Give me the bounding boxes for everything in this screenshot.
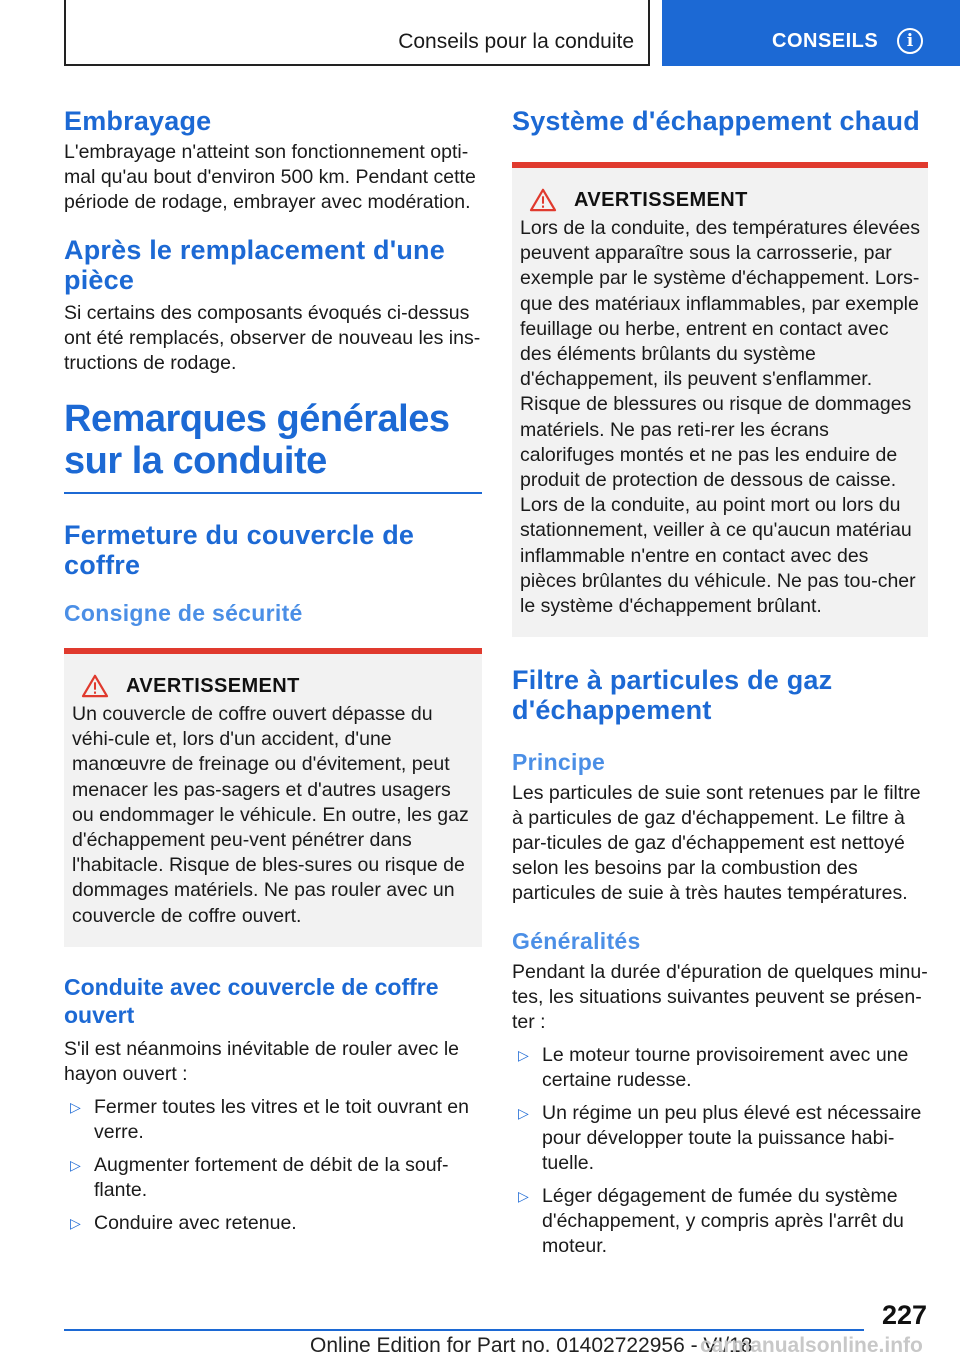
list-item [512,1184,928,1259]
list-item [512,1101,928,1176]
list-item-text: Conduire avec retenue. [94,1211,297,1234]
triangle-bullet-icon: ▷ [518,1188,529,1205]
warning-triangle-icon [528,188,558,212]
watermark: carmanualsonline.info [700,1334,923,1357]
list-item-text: Léger dégagement de fumée du système d'échappement, y compris après l'arrêt du moteur. [542,1185,904,1258]
consigne-title: Consigne de sécurité [64,600,303,626]
list-item-text: Un régime un peu plus élevé est nécessaire pour développer toute la puissance habi-tuelle. [542,1102,922,1175]
coffre-warning-body: Un couvercle de coffre ouvert dépasse du véhi-cule et, lors d'un accident, d'une manœuvre de freinage ou d'évitement, peut menacer les pas-sagers et d'autres usagers ou endommager le véhicule. En outre, les gaz d'échappement peu-vent pénétrer dans l'habitacle. Risque de bles-sures ou risque de dommages matériels. Ne pas rouler avec un couvercle de coffre ouvert. [72,703,469,927]
conduite-ouvert-intro: S'il est néanmoins inévitable de rouler avec le hayon ouvert : [64,1037,460,1085]
triangle-bullet-icon: ▷ [70,1156,81,1173]
remplacement-body: Si certains des composants évoqués ci-dessus ont été remplacés, observer de nouveau les ins-tructions de rodage. [64,302,481,374]
triangle-bullet-icon: ▷ [70,1098,81,1115]
embrayage-body: L'embrayage n'atteint son fonctionnement opti-mal qu'au bout d'environ 500 km. Pendant cette période de rodage, embrayer avec modération. [64,141,476,213]
echappement-warning-body: Lors de la conduite, des températures élevées peuvent apparaître sous la carrosserie, par exemple par le système d'échappement. Lors-que des matériaux inflammables, par exemple feuillage ou herbe, entrent en contact avec des éléments brûlants du système d'échappement, ils peuvent s'enflammer. Risque de blessures ou risque de dommages matériels. Ne pas reti-rer les écrans calorifuges montés et ne pas les enduire de produit de protection de dessous de caisse. Lors de la conduite, au point mort ou lors du stationnement, veiller à ce qu'aucun matériau inflammable n'entre en contact avec des pièces brûlantes du véhicule. Ne pas tou-cher le système d'échappement brûlant. [520,217,920,618]
page-number: 227 [882,1300,928,1330]
info-icon[interactable]: i [897,28,923,54]
remarques-title: Remarques générales sur la conduite [64,398,450,482]
list-item [64,1211,482,1236]
echappement-warning-title: AVERTISSEMENT [574,188,748,211]
footer-rule [64,1329,864,1331]
triangle-bullet-icon: ▷ [518,1047,529,1064]
coffre-title: Fermeture du couvercle de coffre [64,520,415,580]
header-chapter-title: CONSEILS [772,30,879,52]
principe-body: Les particules de suie sont retenues par le filtre à particules de gaz d'échappement. Le filtre à par-ticules de gaz d'échappement est nettoyé selon les besoins par la combustion des particules de suie à très hautes températures. [512,782,921,905]
echappement-title: Système d'échappement chaud [512,106,920,136]
list-item [512,1043,928,1093]
list-item [64,1153,482,1203]
header-section-title: Conseils pour la conduite [398,30,634,53]
coffre-warning-box [64,648,482,947]
remplacement-title: Après le remplacement d'une pièce [64,235,445,295]
footer-edition: Online Edition for Part no. 01402722956 - VI/18 [310,1334,753,1357]
triangle-bullet-icon: ▷ [518,1105,529,1122]
principe-title: Principe [512,749,606,776]
remarques-rule [64,492,482,494]
triangle-bullet-icon: ▷ [70,1214,81,1231]
header-section-box [64,0,650,66]
list-item-text: Fermer toutes les vitres et le toit ouvrant en verre. [94,1095,469,1143]
echappement-warning-box [512,162,928,637]
warning-triangle-icon [80,674,110,698]
left-column [64,100,482,1236]
filtre-title: Filtre à particules de gaz d'échappement [512,665,833,726]
conduite-ouvert-title: Conduite avec couvercle de coffre ouvert [64,973,439,1028]
list-item-text: Le moteur tourne provisoirement avec une certaine rudesse. [542,1044,909,1092]
right-column [512,100,928,1259]
list-item [64,1095,482,1145]
embrayage-title: Embrayage [64,106,212,136]
coffre-warning-title: AVERTISSEMENT [126,674,300,697]
generalites-intro: Pendant la durée d'épuration de quelques minu-tes, les situations suivantes peuvent se présen-ter : [512,961,928,1034]
generalites-title: Généralités [512,928,641,955]
list-item-text: Augmenter fortement de débit de la souf-flante. [94,1153,449,1201]
